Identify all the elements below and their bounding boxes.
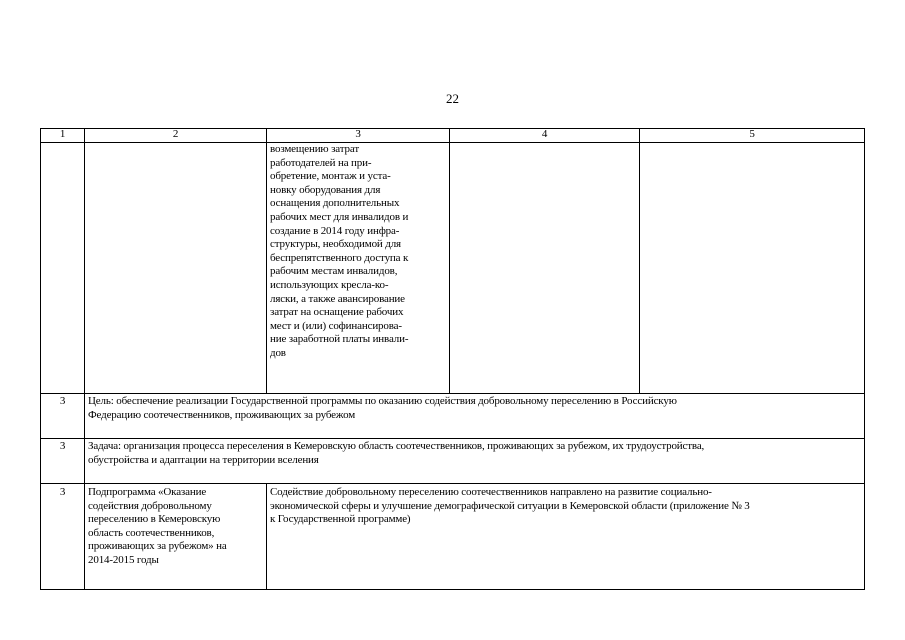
row3-number: 3 [59, 440, 66, 452]
row-divider-2 [40, 438, 865, 439]
page-number: 22 [446, 91, 459, 106]
col-divider-3 [449, 128, 450, 394]
row4-subprogram-text: Подпрограмма «Оказание содействия добровольному переселению в Кемеровскую область соотечественников, проживающих за рубежом» на 2014-2015 годы [88, 486, 227, 566]
header-col-4: 4 [541, 128, 548, 140]
header-row-divider [40, 142, 865, 143]
header-col-1: 1 [59, 128, 66, 140]
table-border-right [864, 128, 865, 590]
table-border-left [40, 128, 41, 590]
col-divider-1 [84, 128, 85, 590]
table-border-bottom [40, 589, 865, 590]
row-divider-1 [40, 393, 865, 394]
header-col-2: 2 [172, 128, 179, 140]
row4-number: 3 [59, 486, 66, 498]
row3-task-text: Задача: организация процесса переселения в Кемеровскую область соотечественников, проживающих за рубежом, их трудоустройства, обустройства и адаптации на территории вселения [88, 440, 705, 466]
row4-description-text: Содействие добровольному переселению соотечественников направлено на развитие социально- экономической сферы и улучшение демографической ситуации в Кемеровской области (приложение № 3 к Государственной программе) [270, 486, 750, 526]
row1-col3-text: возмещению затрат работодателей на при- обретение, монтаж и уста- новку оборудования для оснащения дополнительных рабочих мест для инвалидов и создание в 2014 году инфра- структуры, необходимой для беспрепятственного доступа к рабочим местам инвалидов, использующих кресла-ко- ляски, а также авансирование затрат на оснащение рабочих мест и (или) софинансирова- ние заработной платы инвали- дов [270, 143, 409, 359]
col-divider-2-top [266, 128, 267, 394]
header-col-5: 5 [749, 128, 755, 140]
row2-goal-text: Цель: обеспечение реализации Государственной программы по оказанию содействия добровольному переселению в Российскую Федерацию соотечественников, проживающих за рубежом [88, 395, 677, 421]
col-divider-4 [639, 128, 640, 394]
row-divider-3 [40, 483, 865, 484]
col-divider-2-bottom [266, 483, 267, 590]
header-col-3: 3 [355, 128, 361, 140]
row2-number: 3 [59, 395, 66, 407]
